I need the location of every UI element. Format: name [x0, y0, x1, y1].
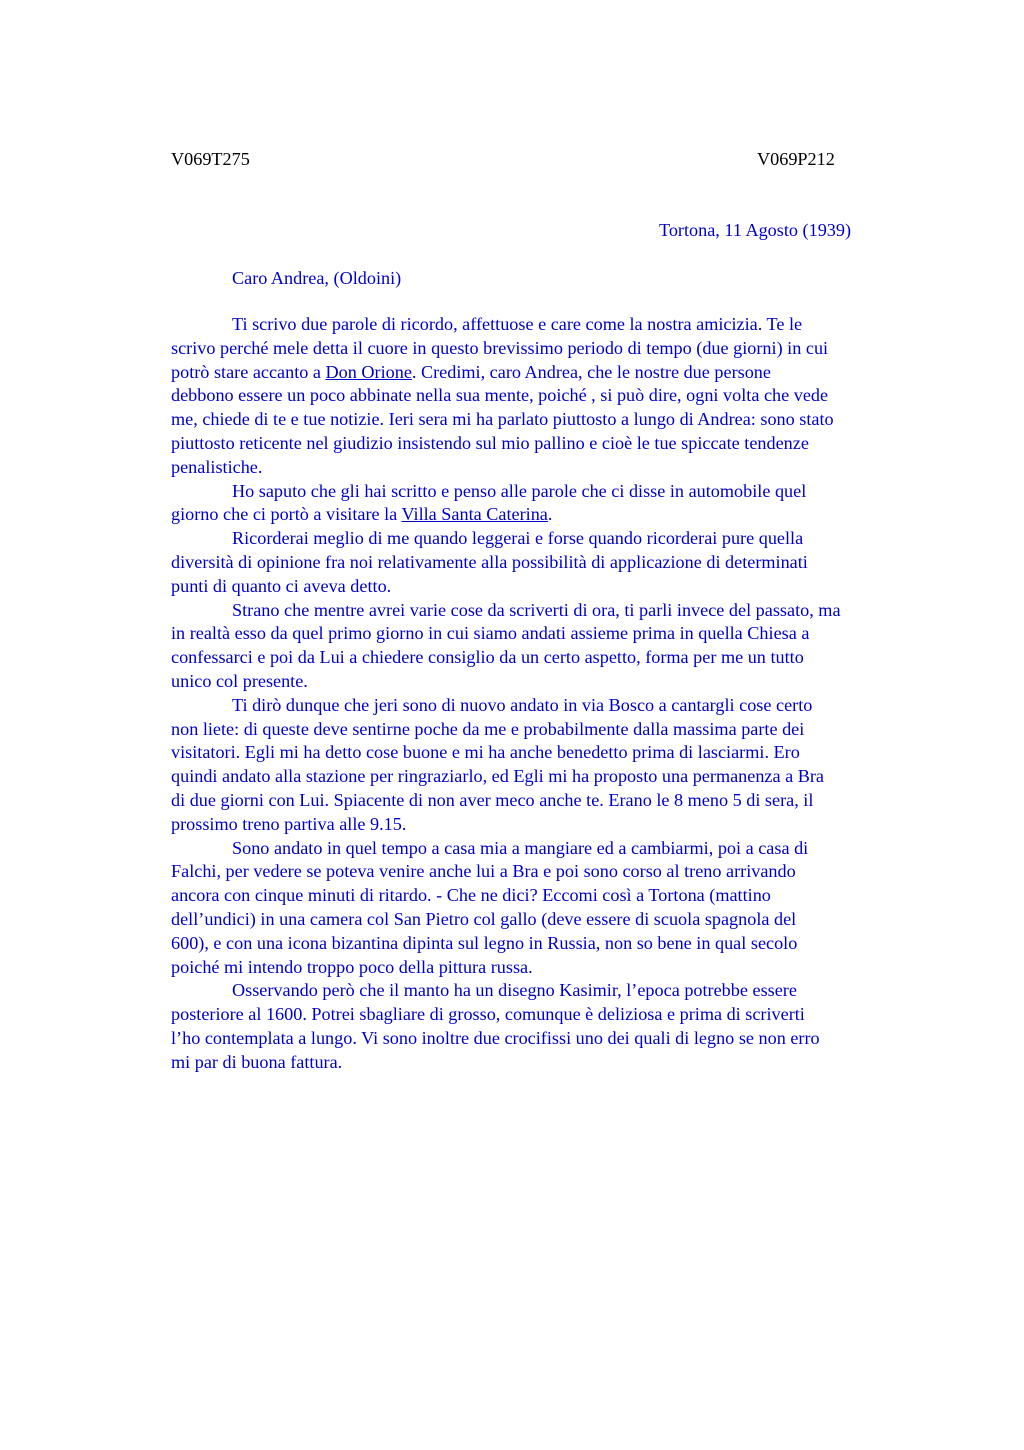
paragraph-line — [171, 860, 931, 884]
paragraph-line — [171, 837, 931, 861]
line-text: visitatori. Egli mi ha detto cose buone e mi ha anche benedetto prima di lasciarmi. Ero — [171, 742, 800, 763]
line-text: Ti dirò dunque che jeri sono di nuovo andato in via Bosco a cantargli cose certo — [232, 694, 813, 715]
line-text: . — [547, 504, 553, 525]
line-text: posteriore al 1600. Potrei sbagliare di grosso, comunque è deliziosa e prima di scriverti — [171, 1004, 805, 1025]
line-text: punti di quanto ci aveva detto. — [171, 575, 392, 596]
line-text: di due giorni con Lui. Spiacente di non aver meco anche te. Erano le 8 meno 5 di sera, il — [171, 789, 814, 810]
paragraph-line — [171, 456, 931, 480]
line-text: confessarci e poi da Lui a chiedere consiglio da un certo aspetto, forma per me un tutto — [171, 647, 804, 668]
line-text: 600), e con una icona bizantina dipinta sul legno in Russia, non so bene in qual secolo — [171, 932, 798, 953]
link-don-orione[interactable]: Don Orione — [325, 361, 412, 382]
line-text: prossimo treno partiva alle 9.15. — [171, 813, 407, 834]
line-text: diversità di opinione fra noi relativamente alla possibilità di applicazione di determinati — [171, 551, 808, 572]
line-text: unico col presente. — [171, 670, 308, 691]
letter-paragraph — [171, 837, 931, 980]
paragraph-line — [171, 1051, 931, 1075]
line-text: Osservando però che il manto ha un disegno Kasimir, l’epoca potrebbe essere — [232, 980, 797, 1001]
paragraph-line — [171, 932, 931, 956]
letter-paragraph — [171, 979, 931, 1074]
line-text: Ti scrivo due parole di ricordo, affettuose e care come la nostra amicizia. Te le — [232, 314, 803, 334]
paragraph-line — [171, 503, 931, 527]
paragraph-line — [171, 1003, 931, 1027]
line-text: piuttosto reticente nel giudizio insistendo sul mio pallino e cioè le tue spiccate tendenze — [171, 432, 809, 453]
line-text: ancora con cinque minuti di ritardo. - Che ne dici? Eccomi così a Tortona (mattino — [171, 885, 771, 906]
paragraph-line — [171, 789, 931, 813]
line-text: l’ho contemplata a lungo. Vi sono inoltre due crocifissi uno dei quali di legno se non erro — [171, 1027, 820, 1048]
paragraph-line — [171, 694, 931, 718]
letter-salutation: Caro Andrea, (Oldoini) — [232, 268, 402, 288]
letter-paragraph — [171, 480, 931, 528]
paragraph-line — [171, 480, 931, 504]
letter-paragraph — [171, 527, 931, 598]
line-text: poiché mi intendo troppo poco della pittura russa. — [171, 956, 533, 977]
letter-date: Tortona, 11 Agosto (1939) — [659, 220, 852, 240]
paragraph-line — [171, 670, 931, 694]
line-text: . Credimi, caro Andrea, che le nostre due persone — [411, 361, 771, 382]
line-text: me, chiede di te e tue notizie. Ieri sera mi ha parlato piuttosto a lungo di Andrea: sono stato — [171, 409, 834, 430]
paragraph-line — [171, 622, 931, 646]
line-text: non liete: di queste deve sentirne poche da me e probabilmente dalla massima parte dei — [171, 718, 805, 739]
paragraph-line — [171, 337, 931, 361]
letter-paragraph — [171, 313, 931, 480]
paragraph-line — [171, 384, 931, 408]
line-text: Falchi, per vedere se poteva venire anche lui a Bra e poi sono corso al treno arrivando — [171, 861, 796, 882]
line-text: potrò stare accanto a — [171, 361, 326, 382]
document-code-left: V069T275 — [171, 149, 250, 169]
paragraph-line — [171, 361, 931, 385]
paragraph-line — [171, 408, 931, 432]
paragraph-line — [171, 575, 931, 599]
paragraph-line — [171, 765, 931, 789]
paragraph-line — [171, 718, 931, 742]
paragraph-line — [171, 599, 931, 623]
line-text: mi par di buona fattura. — [171, 1051, 343, 1072]
paragraph-line — [171, 741, 931, 765]
line-text: Ricorderai meglio di me quando leggerai e forse quando ricorderai pure quella — [232, 528, 804, 549]
document-code-right: V069P212 — [757, 149, 835, 169]
line-text: Ho saputo che gli hai scritto e penso alle parole che ci disse in automobile quel — [232, 480, 807, 501]
paragraph-line — [171, 527, 931, 551]
paragraph-line — [171, 432, 931, 456]
paragraph-line — [171, 551, 931, 575]
link-villa-santa-caterina[interactable]: Villa Santa Caterina — [401, 504, 548, 525]
letter-paragraph — [171, 599, 931, 694]
line-text: in realtà esso da quel primo giorno in cui siamo andati assieme prima in quella Chiesa a — [171, 623, 810, 644]
line-text: Sono andato in quel tempo a casa mia a mangiare ed a cambiarmi, poi a casa di — [232, 837, 809, 858]
paragraph-line — [171, 1027, 931, 1051]
line-text: Strano che mentre avrei varie cose da scriverti di ora, ti parli invece del passato, ma — [232, 599, 841, 620]
line-text: giorno che ci portò a visitare la — [171, 504, 402, 525]
line-text: quindi andato alla stazione per ringraziarlo, ed Egli mi ha proposto una permanenza a Bra — [171, 766, 824, 787]
paragraph-line — [171, 956, 931, 980]
line-text: penalistiche. — [171, 456, 263, 477]
paragraph-line — [171, 646, 931, 670]
paragraph-line — [171, 813, 931, 837]
letter-body — [171, 313, 931, 1075]
line-text: scrivo perché mele detta il cuore in questo brevissimo periodo di tempo (due giorni) in cui — [171, 337, 829, 358]
paragraph-line — [171, 979, 931, 1003]
paragraph-line — [171, 884, 931, 908]
paragraph-line — [171, 908, 931, 932]
line-text: debbono essere un poco abbinate nella sua mente, poiché , si può dire, ogni volta che vede — [171, 385, 829, 406]
paragraph-line — [171, 313, 931, 337]
letter-paragraph — [171, 694, 931, 837]
line-text: dell’undici) in una camera col San Pietro col gallo (deve essere di scuola spagnola del — [171, 908, 797, 929]
